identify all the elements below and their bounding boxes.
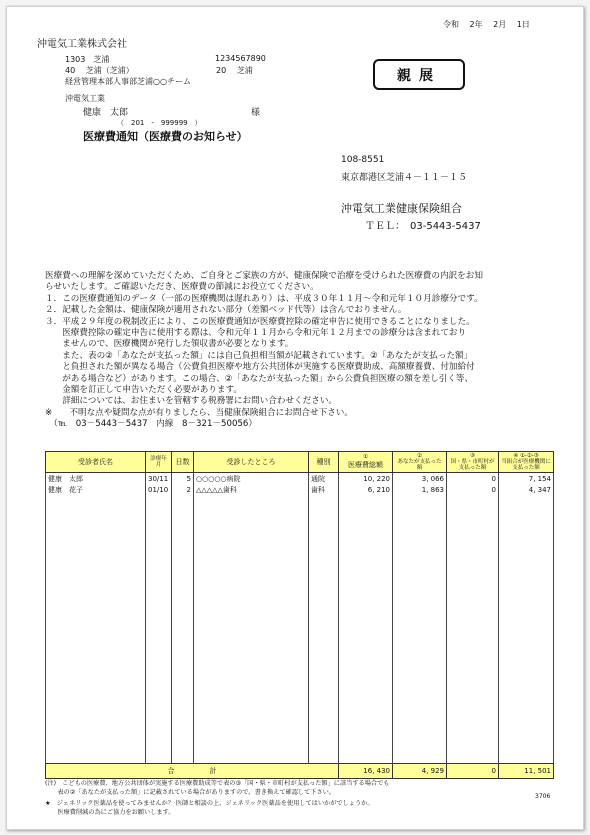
footnote-1: (注) こどもの医療費、地方公共団体が実施する医療費助成等で表の③「国・県・市町村が支払った額」に該当する場合でも [45, 780, 390, 787]
sender-company: 沖電気工業株式会社 [37, 39, 127, 50]
table-total-row [46, 764, 554, 779]
footnote-2: 表の②「あなたが支払った額」に記載されている場合がありますので、書き換えて確認して下さい。 [45, 789, 336, 796]
body-line: 詳細については、お住まいを管轄する税務署にお問い合わせください。 [45, 396, 338, 407]
address-line2-mid: 20 芝浦 [216, 66, 253, 75]
header-type: 種別 [309, 452, 339, 473]
notice-body [45, 271, 565, 431]
header-net: ④ ①-②-③ 当組合が医療機関に支払った額 [499, 452, 554, 473]
address-line1-left: 1303 芝浦 [65, 55, 110, 64]
recipient-name: 健康 太郎 [83, 108, 129, 118]
cell-type: 歯科 [309, 484, 339, 495]
body-line: ※ 不明な点や疑問な点が有りましたら、当健康保険組合にお問合せ下さい。 [45, 407, 353, 418]
body-line: 金額を訂正して申告いただく必要があります。 [45, 385, 242, 396]
table-row [46, 473, 554, 485]
cell-total: 10, 220 [339, 473, 393, 485]
cell-paid: 1, 863 [393, 484, 447, 495]
issue-date: 令和 2年 2月 1日 [443, 20, 530, 29]
body-line: ２．記載した金額は、健康保険が適用されない部分（差額ベッド代等）は含んでおりません。 [45, 305, 407, 316]
cell-local: 0 [447, 473, 499, 485]
cell-local: 0 [447, 484, 499, 495]
postal-code: 108-8551 [341, 155, 385, 165]
cell-name: 健康 花子 [46, 484, 146, 495]
honorific: 様 [251, 108, 261, 118]
total-label: 合 計 [46, 764, 339, 779]
notice-title: 医療費通知（医療費のお知らせ） [83, 130, 248, 143]
table-row [46, 484, 554, 495]
body-line: 医療費への理解を深めていただくため、ご自身とご家族の方が、健康保険で治療を受けられた医療費の内訳をお知 [45, 271, 483, 281]
total-net: 11, 501 [499, 764, 554, 779]
cell-month: 01/10 [146, 484, 172, 495]
cell-net: 7, 154 [499, 473, 554, 485]
confidential-stamp: 親展 [373, 59, 465, 90]
header-provider: 受診したところ [194, 452, 309, 473]
body-line: ３．平成２９年度の税制改正により、この医療費通知が医療費控除の確定申告に使用できることになりました。 [45, 316, 475, 327]
address-line1-right: 1234567890 [215, 54, 266, 63]
header-local: ③ 国・県・市町村が支払った額 [447, 452, 499, 473]
total-paid: 4, 929 [393, 764, 447, 779]
footnote-4: 医療費削減の為にご協力をお願いします。 [45, 809, 175, 816]
total-amount: 16, 430 [339, 764, 393, 779]
footnote-3: ★ ジェネリック医薬品を使ってみませんか？ 医師と相談の上、ジェネリック医薬品を使用してはいかがでしょうか。 [45, 800, 374, 807]
body-line: らせいたします。ご確認いただき、医療費の節減にお役立てください。 [45, 282, 319, 293]
recipient-org: 沖電気工業 [65, 94, 105, 103]
cell-name: 健康 太郎 [46, 473, 146, 485]
total-local: 0 [447, 764, 499, 779]
body-line: １．この医療費通知のデータ（一部の医療機関は遅れあり）は、平成３０年１１月～令和元年１０月診療分です。 [45, 293, 483, 304]
recipient-code: （ 201 - 999999 ） [117, 119, 202, 127]
body-line: また、表の②「あなたが支払った額」には自己負担相当額が記載されています。②「あなたが支払った額」 [45, 350, 473, 361]
cell-total: 6, 210 [339, 484, 393, 495]
issuer-name: 沖電気工業健康保険組合 [341, 202, 462, 215]
body-line: と負担された額が異なる場合（公費負担医療や地方公共団体が実施する医療費助成、高額療養費、付加給付 [45, 362, 475, 373]
header-total: ① 医療費総額 [339, 452, 393, 473]
page-code: 3706 [535, 793, 551, 800]
body-line: 医療費控除の確定申告に使用する際は、令和元年１１月から令和元年１２月までの診療分は含まれており [45, 328, 467, 339]
body-line: ませんので、医療機関が発行した領収書が必要となります。 [45, 339, 294, 350]
header-paid: ② あなたが支払った額 [393, 452, 447, 473]
issuer-address: 東京都港区芝浦４－１１－１５ [341, 173, 468, 183]
medical-expense-table [45, 451, 554, 779]
cell-days: 2 [172, 484, 194, 495]
cell-provider: ○○○○○病院 [194, 473, 309, 485]
header-days: 日数 [172, 452, 194, 473]
header-month: 診療年月 [146, 452, 172, 473]
header-name: 受診者氏名 [46, 452, 146, 473]
cell-month: 30/11 [146, 473, 172, 485]
cell-net: 4, 347 [499, 484, 554, 495]
table-empty-area [46, 495, 554, 764]
document-page [6, 6, 584, 830]
issuer-tel: ＴＥＬ： 03-5443-5437 [365, 221, 481, 232]
cell-type: 通院 [309, 473, 339, 485]
body-line: （℡ 03－5443－5437 内線 8－321－50056） [45, 419, 257, 430]
address-line3: 経営管理本部人事部芝浦○○チーム [65, 77, 191, 86]
cell-days: 5 [172, 473, 194, 485]
table-header-row [46, 452, 554, 473]
address-line2-left: 40 芝浦（芝浦） [65, 66, 134, 75]
cell-provider: △△△△△歯科 [194, 484, 309, 495]
body-line: がある場合など）があります。この場合、②「あなたが支払った額」から公費負担医療の額を差し引く等、 [45, 373, 474, 384]
cell-paid: 3, 066 [393, 473, 447, 485]
